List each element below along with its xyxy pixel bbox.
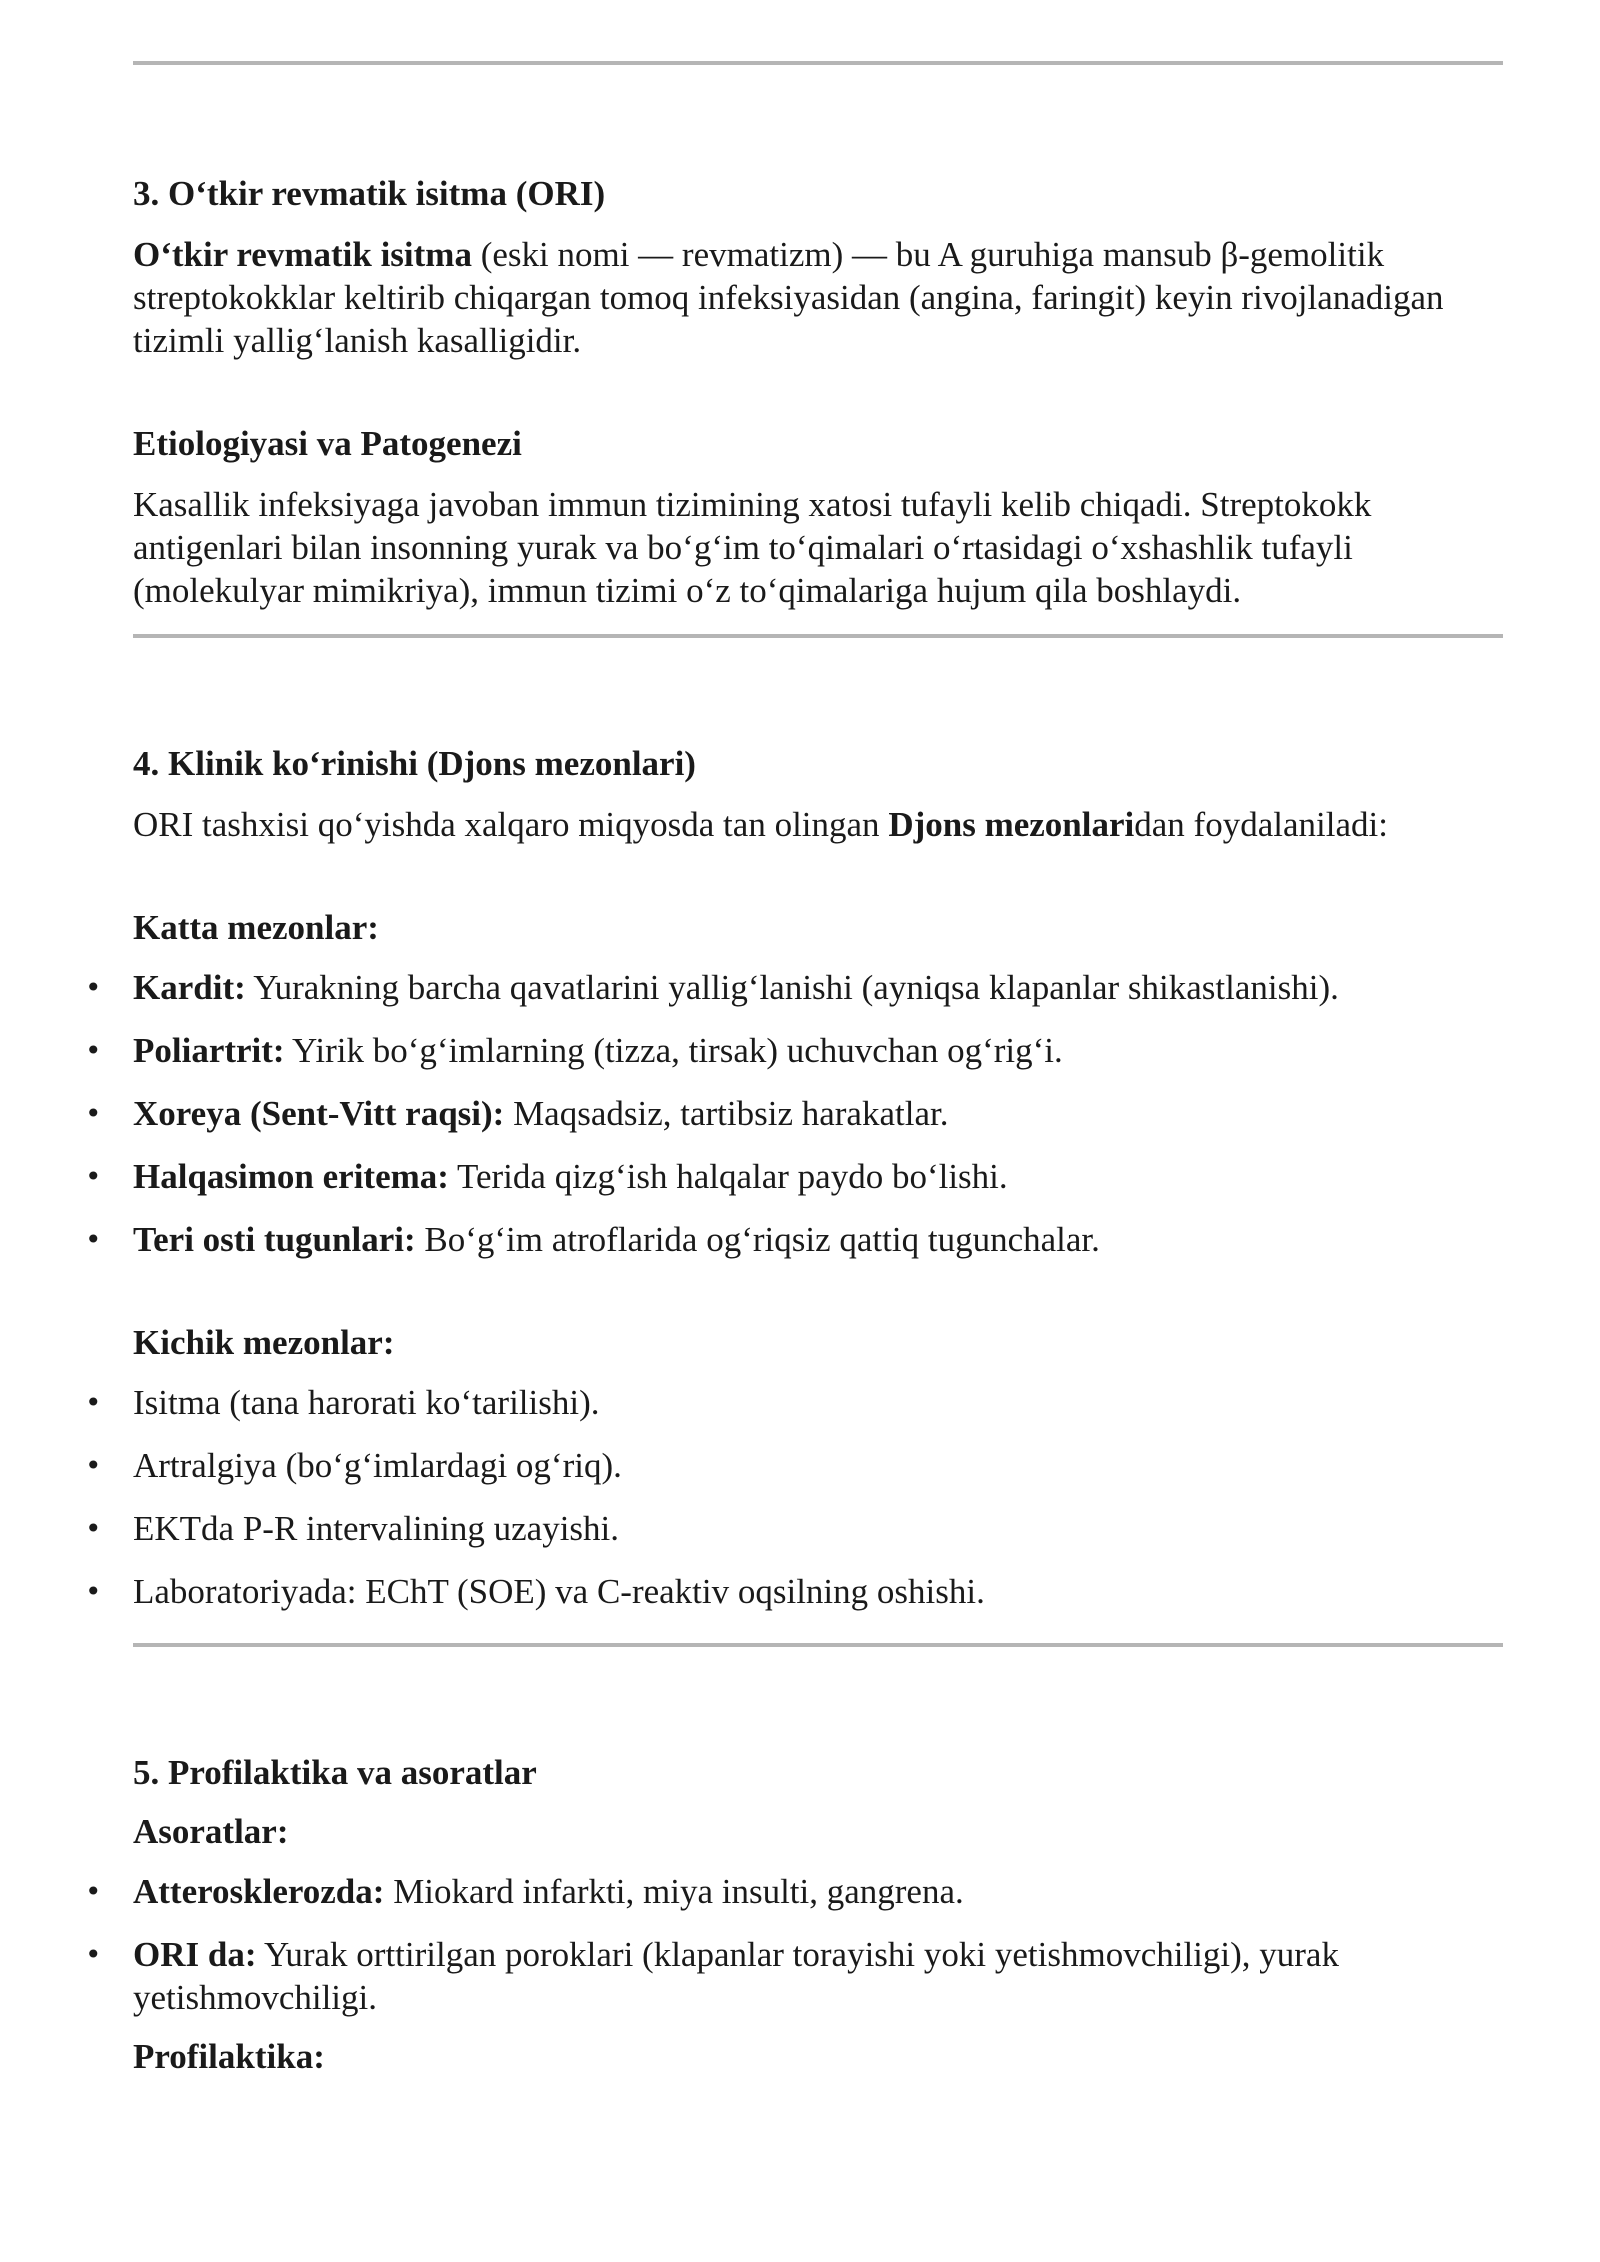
minor-criteria-title: Kichik mezonlar: bbox=[133, 1323, 395, 1362]
divider bbox=[133, 61, 1503, 65]
list-item-term: Atterosklerozda: bbox=[133, 1872, 385, 1911]
list-item-term: Poliartrit: bbox=[133, 1031, 285, 1070]
list-item-term: Halqasimon eritema: bbox=[133, 1157, 449, 1196]
list-item bbox=[133, 1029, 1503, 1072]
list-item bbox=[133, 1933, 1503, 2019]
section-5-title: 5. Profilaktika va asoratlar bbox=[133, 1753, 537, 1792]
divider bbox=[133, 634, 1503, 638]
major-criteria-list bbox=[133, 966, 1503, 1261]
section-5 bbox=[133, 1751, 1503, 2079]
list-item-text: Yurakning barcha qavatlarini yallig‘lanishi (ayniqsa klapanlar shikastlanishi). bbox=[245, 968, 1339, 1007]
list-item: • Isitma (tana harorati ko‘tarilishi). bbox=[133, 1381, 1503, 1424]
list-item: • Artralgiya (bo‘g‘imlardagi og‘riq). bbox=[133, 1444, 1503, 1487]
section-3-intro bbox=[133, 233, 1503, 362]
list-item bbox=[133, 1092, 1503, 1135]
section-3-title: 3. O‘tkir revmatik isitma (ORI) bbox=[133, 174, 606, 213]
intro-post: dan foydalaniladi: bbox=[1134, 805, 1388, 844]
list-item-term: Xoreya (Sent-Vitt raqsi): bbox=[133, 1094, 505, 1133]
list-item bbox=[133, 966, 1503, 1009]
list-item-text: Terida qizg‘ish halqalar paydo bo‘lishi. bbox=[448, 1157, 1008, 1196]
list-item-term: Kardit: bbox=[133, 968, 246, 1007]
list-item-text: Miokard infarkti, miya insulti, gangrena. bbox=[384, 1872, 964, 1911]
divider bbox=[133, 1643, 1503, 1647]
prevention-title: Profilaktika: bbox=[133, 2037, 325, 2076]
intro-pre: ORI tashxisi qo‘yishda xalqaro miqyosda tan olingan bbox=[133, 805, 889, 844]
list-item-text: Bo‘g‘im atroflarida og‘riqsiz qattiq tugunchalar. bbox=[415, 1220, 1100, 1259]
intro-term: Djons mezonlari bbox=[888, 805, 1135, 844]
list-item-text: Maqsadsiz, tartibsiz harakatlar. bbox=[504, 1094, 949, 1133]
list-item bbox=[133, 1870, 1503, 1913]
major-criteria-title: Katta mezonlar: bbox=[133, 908, 379, 947]
list-item bbox=[133, 1155, 1503, 1198]
list-item: • EKTda P-R intervalining uzayishi. bbox=[133, 1507, 1503, 1550]
list-item-text: Yurak orttirilgan poroklari (klapanlar torayishi yoki yetishmovchiligi), yurak yetishmovchiligi. bbox=[133, 1935, 1339, 2017]
minor-criteria-list bbox=[133, 1381, 1503, 1613]
etiology-text: Kasallik infeksiyaga javoban immun tizimining xatosi tufayli kelib chiqadi. Streptokokk antigenlari bilan insonning yurak va bo‘g‘im to‘qimalari o‘rtasidagi o‘xshashlik tufayli (molekulyar mimikriya), immun tizimi o‘z to‘qimalariga hujum qila boshlaydi. bbox=[133, 485, 1372, 610]
intro-text: (eski nomi — revmatizm) — bu A guruhiga mansub β-gemolitik streptokokklar keltirib chiqargan tomoq infeksiyasidan (angina, faringit) keyin rivojlanadigan tizimli yallig‘lanish kasalligidir. bbox=[133, 235, 1444, 360]
section-4 bbox=[133, 742, 1503, 1613]
list-item-term: ORI da: bbox=[133, 1935, 257, 1974]
list-item-term: Teri osti tugunlari: bbox=[133, 1220, 416, 1259]
complications-title: Asoratlar: bbox=[133, 1812, 289, 1851]
intro-term: O‘tkir revmatik isitma bbox=[133, 235, 472, 274]
list-item bbox=[133, 1218, 1503, 1261]
section-4-intro bbox=[133, 803, 1503, 846]
section-3 bbox=[133, 172, 1503, 612]
section-4-title: 4. Klinik ko‘rinishi (Djons mezonlari) bbox=[133, 744, 696, 783]
list-item-text: Yirik bo‘g‘imlarning (tizza, tirsak) uchuvchan og‘rig‘i. bbox=[284, 1031, 1063, 1070]
complications-list bbox=[133, 1870, 1503, 2019]
list-item: • Laboratoriyada: EChT (SOE) va C-reaktiv oqsilning oshishi. bbox=[133, 1570, 1503, 1613]
etiology-title: Etiologiyasi va Patogenezi bbox=[133, 424, 522, 463]
